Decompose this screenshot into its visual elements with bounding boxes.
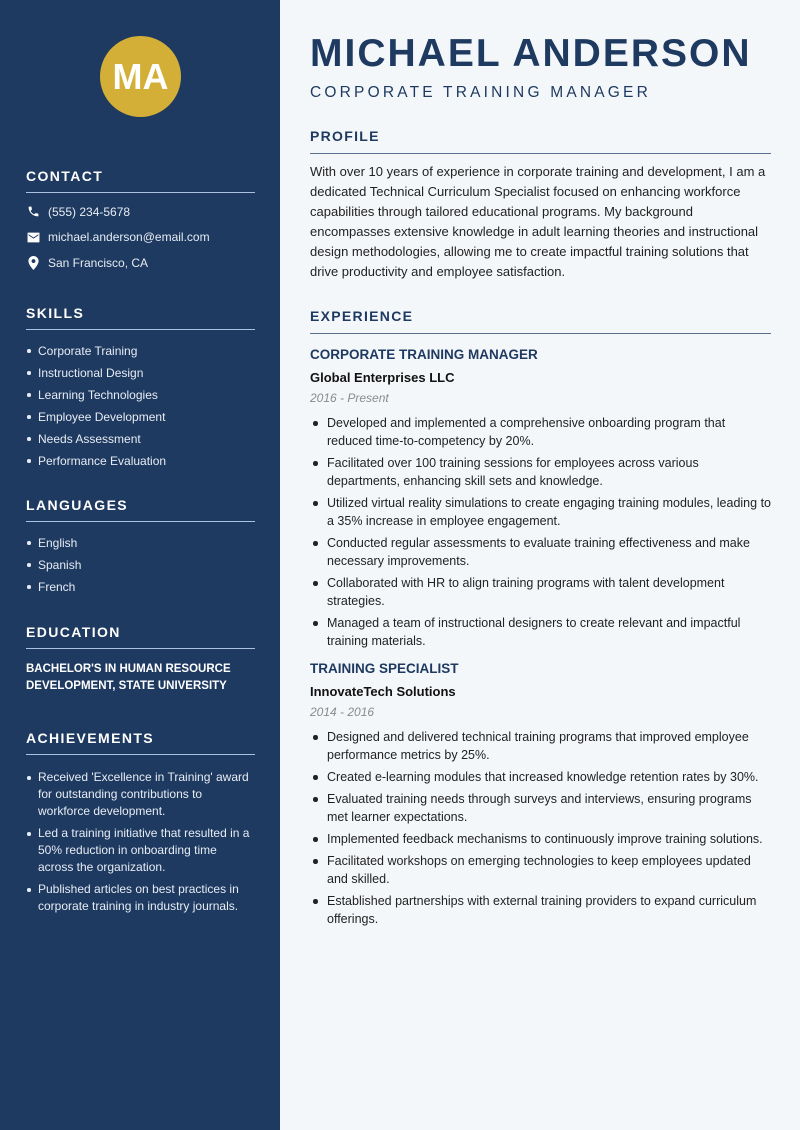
job-bullet: Managed a team of instructional designers to create relevant and impactful training materials. [310,614,771,650]
skill-item: Learning Technologies [26,384,255,406]
job-company: InnovateTech Solutions [310,684,456,699]
job-dates: 2016 - Present [310,391,389,405]
languages-heading: LANGUAGES [26,497,255,522]
job-bullet: Facilitated workshops on emerging technologies to keep employees updated and skilled. [310,852,771,888]
skill-item: Instructional Design [26,362,255,384]
education-degree: BACHELOR'S IN HUMAN RESOURCE DEVELOPMENT, STATE UNIVERSITY [26,663,231,692]
sidebar [0,0,280,1130]
achievement-item: Received 'Excellence in Training' award for outstanding contributions to workforce development. [26,769,255,820]
profile-section [310,128,771,282]
job-dates: 2014 - 2016 [310,705,375,719]
skill-item: Performance Evaluation [26,450,255,472]
skills-section [26,305,255,472]
language-item: Spanish [26,554,255,576]
job-bullet: Designed and delivered technical training programs that improved employee performance metrics by 25%. [310,728,771,764]
job-bullet: Created e-learning modules that increased knowledge retention rates by 30%. [310,768,771,786]
skills-heading: SKILLS [26,305,255,330]
contact-section [26,168,255,276]
achievement-item: Published articles on best practices in corporate training in industry journals. [26,881,255,915]
candidate-title: CORPORATE TRAINING MANAGER [310,84,651,101]
job-bullets [310,728,771,928]
language-item: French [26,576,255,598]
languages-list [26,532,255,598]
job-entry [310,346,771,650]
job-bullet: Conducted regular assessments to evaluate training effectiveness and make necessary improvements. [310,534,771,570]
job-bullet: Developed and implemented a comprehensive onboarding program that reduced time-to-competency by 20%. [310,414,771,450]
contact-email-text[interactable]: michael.anderson@email.com [48,230,210,245]
job-bullet: Established partnerships with external training providers to expand curriculum offerings. [310,892,771,928]
job-role: CORPORATE TRAINING MANAGER [310,347,538,362]
contact-location [26,250,255,276]
contact-heading: CONTACT [26,168,255,193]
profile-text: With over 10 years of experience in corporate training and development, I am a dedicated Technical Curriculum Specialist focused on enhancing workforce capabilities through tailored educational programs. My background encompasses extensive knowledge in adult learning theories and instructional design methodologies, allowing me to create impactful training solutions that drive productivity and employee satisfaction. [310,164,766,279]
education-section [26,624,255,695]
skill-item: Needs Assessment [26,428,255,450]
email-icon [26,230,40,244]
candidate-name: MICHAEL ANDERSON [310,32,752,75]
achievements-section [26,730,255,920]
job-entry [310,660,771,928]
avatar-initials: MA [112,55,169,97]
contact-phone-text[interactable]: (555) 234-5678 [48,204,131,219]
job-bullets [310,414,771,650]
experience-heading: EXPERIENCE [310,308,771,334]
avatar [100,36,181,117]
contact-email [26,225,255,251]
contact-location-text: San Francisco, CA [48,255,149,270]
job-bullet: Evaluated training needs through surveys and interviews, ensuring programs met learner expectations. [310,790,771,826]
skill-item: Corporate Training [26,340,255,362]
job-bullet: Collaborated with HR to align training programs with talent development strategies. [310,574,771,610]
achievements-list [26,769,255,915]
achievement-item: Led a training initiative that resulted in a 50% reduction in onboarding time across the organization. [26,825,255,876]
achievements-heading: ACHIEVEMENTS [26,730,255,755]
languages-section [26,497,255,598]
contact-phone [26,199,255,225]
job-bullet: Utilized virtual reality simulations to create engaging training modules, leading to a 35% increase in employee engagement. [310,494,771,530]
experience-section [310,308,771,932]
language-item: English [26,532,255,554]
profile-heading: PROFILE [310,128,771,154]
job-company: Global Enterprises LLC [310,370,455,385]
skills-list [26,340,255,472]
job-bullet: Implemented feedback mechanisms to continuously improve training solutions. [310,830,771,848]
job-role: TRAINING SPECIALIST [310,661,459,676]
skill-item: Employee Development [26,406,255,428]
education-heading: EDUCATION [26,624,255,649]
phone-icon [26,205,40,219]
location-pin-icon [26,256,40,270]
job-bullet: Facilitated over 100 training sessions for employees across various departments, enhancing skill sets and knowledge. [310,454,771,490]
